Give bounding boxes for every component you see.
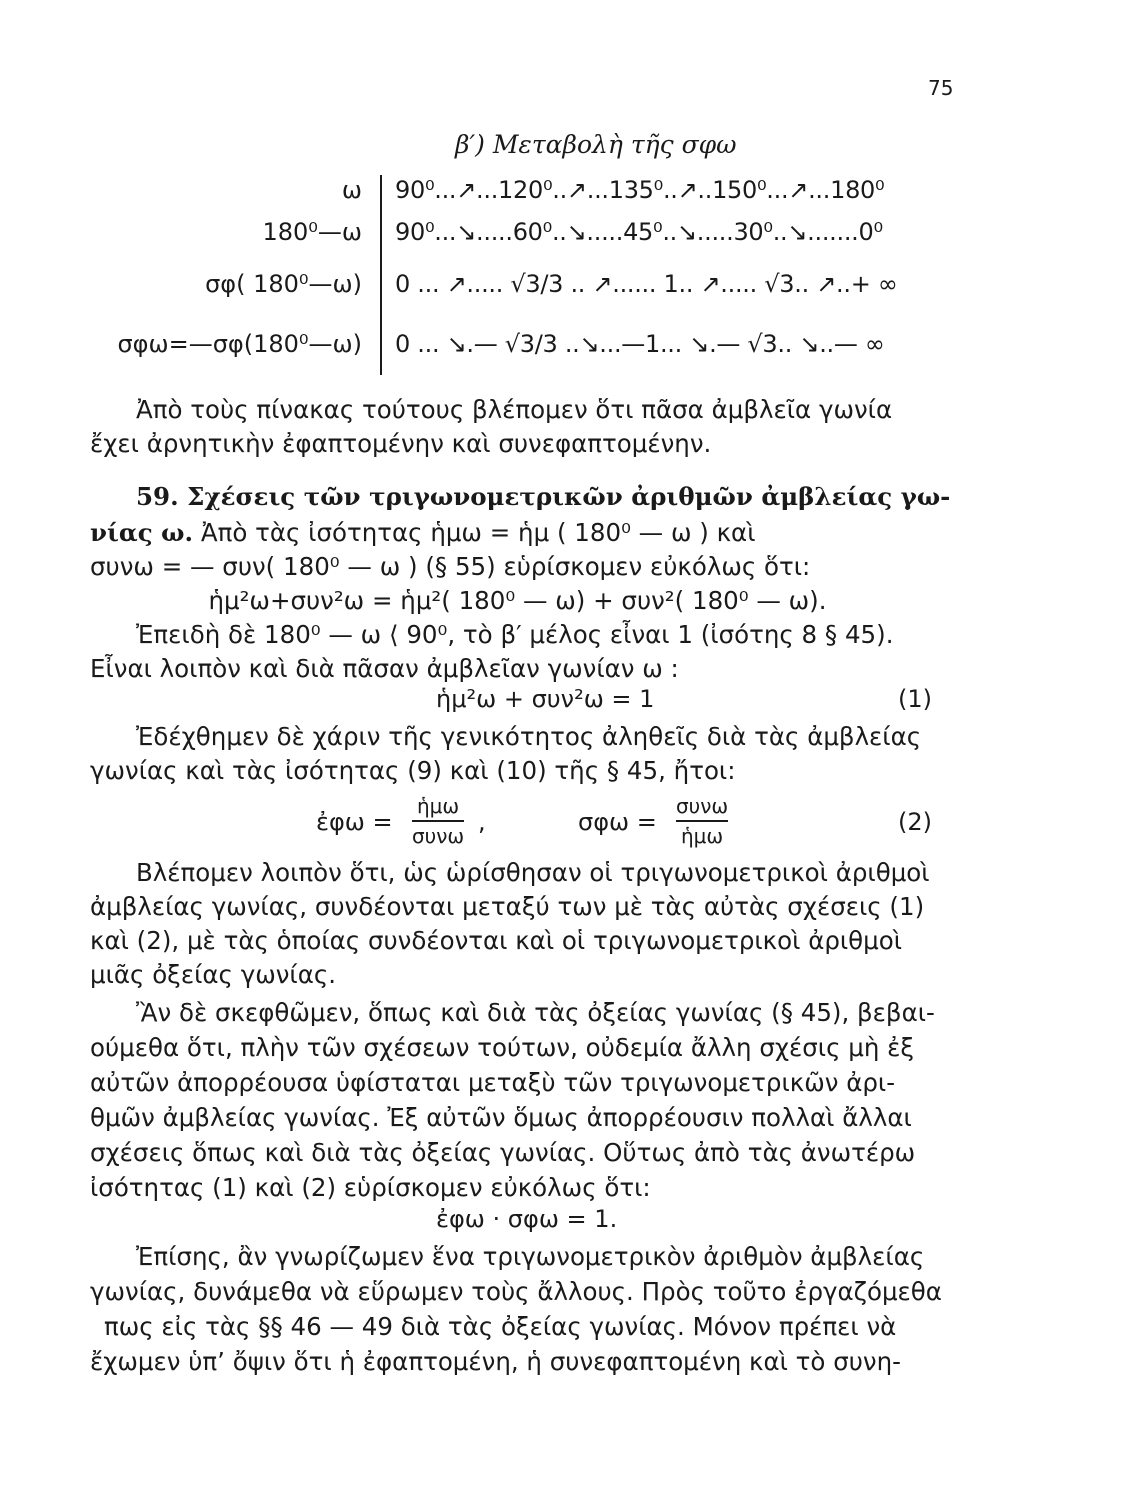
- table-brace: [380, 175, 382, 375]
- table-row-values: 0 ... ↗..... √3/3 .. ↗...... 1.. ↗..... √3.. ↗..+ ∞: [395, 270, 898, 298]
- text-line: συνω = — συν( 180⁰ — ω ) (§ 55) εὑρίσκομεν εὐκόλως ὅτι:: [90, 552, 811, 581]
- table-row-label: ω: [341, 176, 362, 204]
- table-row-values: 90⁰...↗...120⁰..↗...135⁰..↗..150⁰...↗...180⁰: [395, 176, 885, 204]
- equation-comma: ,: [478, 808, 486, 836]
- text-line: [90, 516, 945, 550]
- equation-number: (1): [898, 685, 932, 713]
- text-line: Βλέπομεν λοιπὸν ὅτι, ὡς ὡρίσθησαν οἱ τριγωνομετρικοὶ ἀριθμοὶ: [136, 858, 930, 887]
- equation-2-left: ἐφω =: [316, 808, 393, 836]
- text-line: γωνίας καὶ τὰς ἰσότητας (9) καὶ (10) τῆς § 45, ἤτοι:: [90, 756, 736, 785]
- fraction-bar: [676, 820, 728, 822]
- fraction-denominator: ἡμω: [681, 823, 724, 848]
- table-row-label: σφ( 180⁰—ω): [205, 270, 362, 298]
- table-row-label: 180⁰—ω: [262, 218, 362, 246]
- text-line: γωνίας, δυνάμεθα νὰ εὕρωμεν τοὺς ἄλλους. Πρὸς τοῦτο ἐργαζόμεθα: [90, 1277, 942, 1306]
- text-line: θμῶν ἀμβλείας γωνίας. Ἐξ αὐτῶν ὅμως ἀπορρέουσιν πολλαὶ ἄλλαι: [90, 1103, 912, 1132]
- text-line: ἀμβλείας γωνίας, συνδέονται μεταξύ των μὲ τὰς αὐτὰς σχέσεις (1): [90, 892, 925, 921]
- text-line: πως εἰς τὰς §§ 46 — 49 διὰ τὰς ὀξείας γωνίας. Μόνον πρέπει νὰ: [104, 1312, 897, 1341]
- text-line: Ἂν δὲ σκεφθῶμεν, ὅπως καὶ διὰ τὰς ὀξείας γωνίας (§ 45), βεβαι-: [136, 998, 935, 1027]
- section-heading-text: νίας ω.: [90, 518, 194, 547]
- fraction-numerator: συνω: [676, 794, 729, 818]
- page-number: 75: [928, 76, 954, 100]
- text-line: Εἶναι λοιπὸν καὶ διὰ πᾶσαν ἀμβλεῖαν γωνίαν ω :: [90, 654, 679, 683]
- equation-2-right: σφω =: [578, 808, 657, 836]
- equation-number: (2): [898, 808, 932, 836]
- text-line: Ἐπίσης, ἂν γνωρίζωμεν ἕνα τριγωνομετρικὸν ἀριθμὸν ἀμβλείας: [136, 1242, 925, 1271]
- fraction-numerator: ἡμω: [417, 794, 460, 818]
- equation: ἡμ²ω+συν²ω = ἡμ²( 180⁰ — ω) + συν²( 180⁰ — ω).: [208, 586, 827, 615]
- table-row-values: 90⁰...↘.....60⁰..↘.....45⁰..↘.....30⁰..↘.......0⁰: [395, 218, 883, 246]
- section-heading-text: 59. Σχέσεις τῶν τριγωνομετρικῶν ἀριθμῶν ἀμβλείας γω-: [136, 482, 951, 511]
- fraction-bar: [412, 820, 464, 822]
- text-line: Ἀπὸ τοὺς πίνακας τούτους βλέπομεν ὅτι πᾶσα ἀμβλεῖα γωνία: [136, 395, 893, 424]
- text-line: μιᾶς ὀξείας γωνίας.: [90, 960, 337, 989]
- text-line: ἔχει ἀρνητικὴν ἐφαπτομένην καὶ συνεφαπτομένην.: [90, 429, 712, 458]
- text-span: Ἀπὸ τὰς ἰσότητας ἡμω = ἡμ ( 180⁰ — ω ) καὶ: [200, 518, 756, 547]
- fraction: [412, 794, 464, 848]
- text-line: αὐτῶν ἀπορρέουσα ὑφίσταται μεταξὺ τῶν τριγωνομετρικῶν ἀρι-: [90, 1068, 896, 1097]
- text-line: σχέσεις ὅπως καὶ διὰ τὰς ὀξείας γωνίας. Οὕτως ἀπὸ τὰς ἀνωτέρω: [90, 1138, 916, 1167]
- table-row-label: σφω=—σφ(180⁰—ω): [117, 330, 362, 358]
- equation-1: ἡμ²ω + συν²ω = 1: [436, 685, 655, 713]
- fraction: [676, 794, 728, 848]
- text-line: ούμεθα ὅτι, πλὴν τῶν σχέσεων τούτων, οὐδεμία ἄλλη σχέσις μὴ ἐξ: [90, 1033, 915, 1062]
- table-subtitle: β′) Μεταβολὴ τῆς σφω: [455, 130, 737, 159]
- text-line: ἔχωμεν ὑπ’ ὄψιν ὅτι ἡ ἐφαπτομένη, ἡ συνεφαπτομένη καὶ τὸ συνη-: [90, 1347, 901, 1376]
- text-line: Ἐπειδὴ δὲ 180⁰ — ω ⟨ 90⁰, τὸ β′ μέλος εἶναι 1 (ἰσότης 8 § 45).: [136, 620, 894, 649]
- text-line: Ἐδέχθημεν δὲ χάριν τῆς γενικότητος ἀληθεῖς διὰ τὰς ἀμβλείας: [136, 722, 922, 751]
- section-heading: [90, 480, 991, 514]
- fraction-denominator: συνω: [412, 823, 465, 848]
- table-row-values: 0 ... ↘.— √3/3 ..↘...—1... ↘.— √3.. ↘..— ∞: [395, 330, 885, 358]
- text-line: ἰσότητας (1) καὶ (2) εὑρίσκομεν εὐκόλως ὅτι:: [90, 1173, 651, 1202]
- equation-3: ἐφω · σφω = 1.: [436, 1205, 618, 1233]
- text-line: καὶ (2), μὲ τὰς ὁποίας συνδέονται καὶ οἱ τριγωνομετρικοὶ ἀριθμοὶ: [90, 926, 903, 955]
